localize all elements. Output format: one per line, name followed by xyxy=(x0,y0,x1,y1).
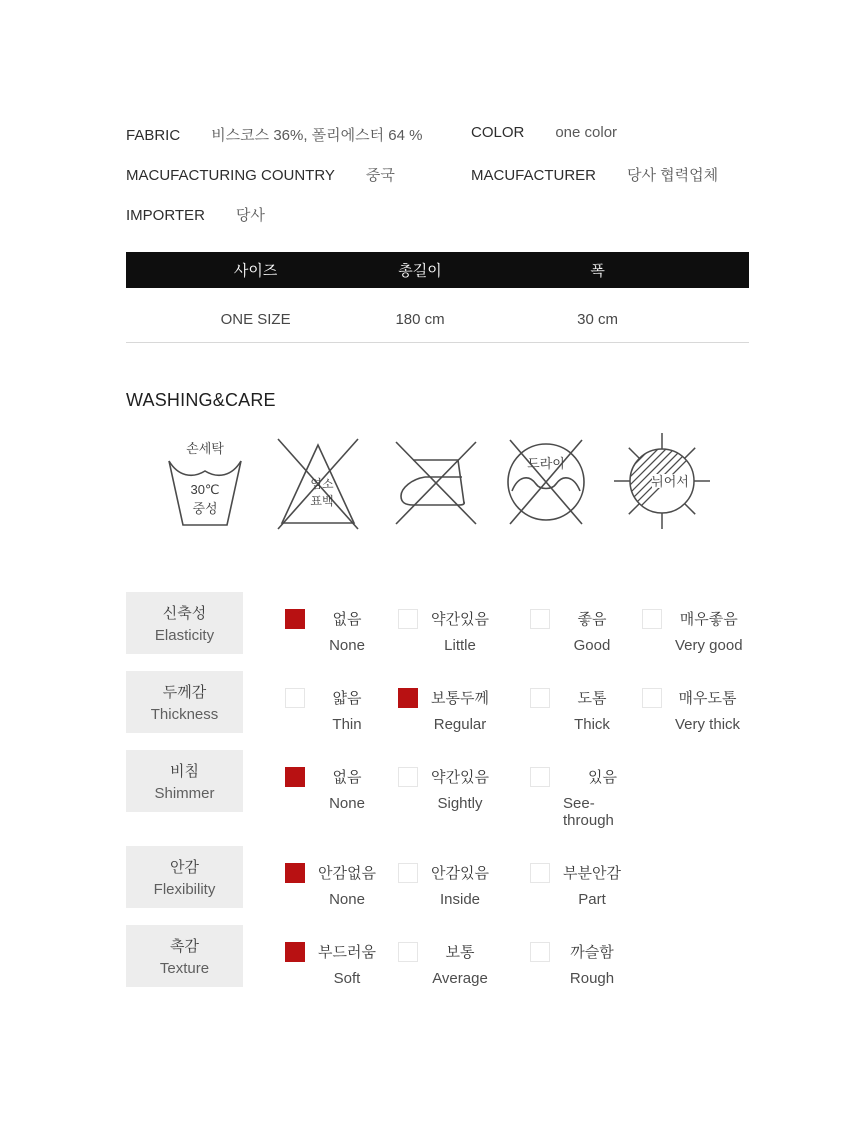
attr-label-en: Flexibility xyxy=(153,881,216,898)
option-en: Thick xyxy=(574,716,610,733)
attr-label-en: Elasticity xyxy=(154,627,215,644)
attr-row-lining xyxy=(126,846,749,908)
no-bleach-label-1: 염소 xyxy=(310,477,334,491)
attr-option xyxy=(530,688,642,733)
checkbox[interactable] xyxy=(398,863,418,883)
no-bleach-label-2: 표백 xyxy=(310,494,334,508)
option-ko: 안감있음 xyxy=(431,865,489,882)
attr-options xyxy=(285,846,749,908)
checkbox[interactable] xyxy=(530,942,550,962)
option-ko: 보통두께 xyxy=(431,690,489,707)
attr-label-ko: 촉감 xyxy=(170,938,199,955)
option-ko: 없음 xyxy=(332,611,362,628)
attr-label-ko: 신축성 xyxy=(162,605,207,622)
attr-option xyxy=(642,688,749,733)
attr-option xyxy=(285,609,398,654)
checkbox[interactable] xyxy=(285,609,305,629)
size-table-row xyxy=(126,288,749,343)
option-ko: 매우좋음 xyxy=(679,611,738,628)
color-value: one color xyxy=(555,124,618,141)
option-en: Average xyxy=(432,970,488,987)
attr-label-en: Thickness xyxy=(150,706,219,723)
manufacturer-row xyxy=(471,164,749,185)
attr-label-en: Shimmer xyxy=(154,785,215,802)
option-ko: 얇음 xyxy=(332,690,362,707)
importer-label: IMPORTER xyxy=(126,207,205,224)
attr-label-ko: 안감 xyxy=(170,859,199,876)
width-value: 30 cm xyxy=(577,311,619,328)
checkbox[interactable] xyxy=(285,688,305,708)
handwash-temp-label: 30℃ xyxy=(190,482,220,497)
option-ko: 안감없음 xyxy=(318,865,376,882)
attr-options xyxy=(285,592,749,654)
attr-option xyxy=(642,609,749,654)
option-ko: 도톰 xyxy=(577,690,607,707)
option-ko: 없음 xyxy=(332,769,362,786)
checkbox[interactable] xyxy=(530,688,550,708)
washing-care-heading: WASHING&CARE xyxy=(126,390,276,410)
option-en: Sightly xyxy=(437,795,483,812)
attr-row-elasticity xyxy=(126,592,749,654)
size-value: ONE SIZE xyxy=(220,311,291,328)
option-en: Thin xyxy=(332,716,362,733)
color-label: COLOR xyxy=(471,124,525,141)
no-dryclean-label: 드라이 xyxy=(527,455,565,471)
handwash-neutral-label: 중성 xyxy=(192,501,218,516)
attr-options xyxy=(285,925,749,987)
checkbox[interactable] xyxy=(285,863,305,883)
option-en: See-through xyxy=(563,795,614,829)
attr-label-ko: 두께감 xyxy=(162,684,207,701)
length-col-header: 총길이 xyxy=(398,262,442,280)
option-en: Little xyxy=(444,637,476,654)
checkbox[interactable] xyxy=(398,942,418,962)
attr-label-shimmer xyxy=(126,750,243,812)
manufacturing-country-label: MACUFACTURING COUNTRY xyxy=(126,167,335,184)
option-ko: 약간있음 xyxy=(431,769,489,786)
attr-option xyxy=(285,863,398,908)
checkbox[interactable] xyxy=(285,942,305,962)
width-col-header: 폭 xyxy=(590,262,605,280)
option-en: Very thick xyxy=(675,716,741,733)
manufacturer-value: 당사 협력업체 xyxy=(627,167,719,184)
checkbox[interactable] xyxy=(530,767,550,787)
checkbox[interactable] xyxy=(398,609,418,629)
manufacturer-label: MACUFACTURER xyxy=(471,167,597,184)
manufacturing-country-row xyxy=(126,164,471,185)
checkbox[interactable] xyxy=(398,767,418,787)
attr-row-thickness xyxy=(126,671,749,733)
fabric-value: 비스코스 36%, 폴리에스터 64 % xyxy=(211,127,423,144)
importer-row xyxy=(126,204,471,225)
color-row xyxy=(471,124,749,145)
attr-option xyxy=(530,942,642,987)
attr-label-elasticity xyxy=(126,592,243,654)
attr-option xyxy=(398,942,530,987)
checkbox[interactable] xyxy=(285,767,305,787)
checkbox[interactable] xyxy=(642,609,662,629)
fabric-row xyxy=(126,124,471,145)
attr-label-thickness xyxy=(126,671,243,733)
care-icons-row xyxy=(126,431,749,531)
attr-options xyxy=(285,671,749,733)
fabric-label: FABRIC xyxy=(126,127,181,144)
product-detail-panel xyxy=(126,124,749,1004)
option-en: None xyxy=(329,891,365,908)
attr-option xyxy=(398,688,530,733)
handwash-icon xyxy=(162,431,248,531)
checkbox[interactable] xyxy=(530,609,550,629)
manufacturing-country-value: 중국 xyxy=(365,167,395,184)
handwash-label: 손세탁 xyxy=(186,441,224,456)
option-en: Rough xyxy=(569,970,615,987)
option-ko: 약간있음 xyxy=(431,611,489,628)
product-info-section xyxy=(126,124,749,225)
option-en: Part xyxy=(578,891,606,908)
attr-label-lining xyxy=(126,846,243,908)
option-en: Soft xyxy=(333,970,361,987)
size-table xyxy=(126,252,749,343)
attr-option xyxy=(530,767,642,829)
option-ko: 보통 xyxy=(445,944,475,961)
attr-option xyxy=(285,688,398,733)
attributes-section xyxy=(126,592,749,987)
attr-label-texture xyxy=(126,925,243,987)
option-en: Very good xyxy=(675,637,743,654)
attr-option xyxy=(398,863,530,908)
attr-option xyxy=(530,609,642,654)
size-col-header: 사이즈 xyxy=(233,262,278,280)
option-en: Good xyxy=(573,637,611,654)
attr-label-ko: 비침 xyxy=(170,763,199,780)
no-dryclean-icon xyxy=(502,434,590,529)
option-en: Inside xyxy=(439,891,481,908)
option-ko: 부드러움 xyxy=(318,944,376,961)
option-ko: 있음 xyxy=(588,769,617,786)
attr-options xyxy=(285,750,749,829)
checkbox[interactable] xyxy=(398,688,418,708)
option-en: None xyxy=(329,637,365,654)
length-value: 180 cm xyxy=(395,311,445,328)
attr-label-en: Texture xyxy=(159,960,210,977)
checkbox[interactable] xyxy=(530,863,550,883)
option-en: Regular xyxy=(433,716,487,733)
attr-row-texture xyxy=(126,925,749,987)
checkbox[interactable] xyxy=(642,688,662,708)
no-bleach-icon xyxy=(270,431,366,531)
option-en: None xyxy=(329,795,365,812)
option-ko: 좋음 xyxy=(577,611,607,628)
dry-in-shade-icon xyxy=(612,431,712,531)
attr-row-shimmer xyxy=(126,750,749,829)
dry-in-shade-label: 뉘어서 xyxy=(651,474,689,489)
attr-option xyxy=(285,942,398,987)
importer-value: 당사 xyxy=(235,207,265,224)
option-ko: 까슬함 xyxy=(570,944,614,961)
attr-option xyxy=(530,863,642,908)
attr-option xyxy=(398,609,530,654)
no-iron-icon xyxy=(388,434,480,529)
attr-option xyxy=(285,767,398,829)
option-ko: 부분안감 xyxy=(563,865,621,882)
size-table-header xyxy=(126,252,749,288)
attr-option xyxy=(398,767,530,829)
washing-care-section xyxy=(126,390,749,531)
option-ko: 매우도톰 xyxy=(678,690,737,707)
